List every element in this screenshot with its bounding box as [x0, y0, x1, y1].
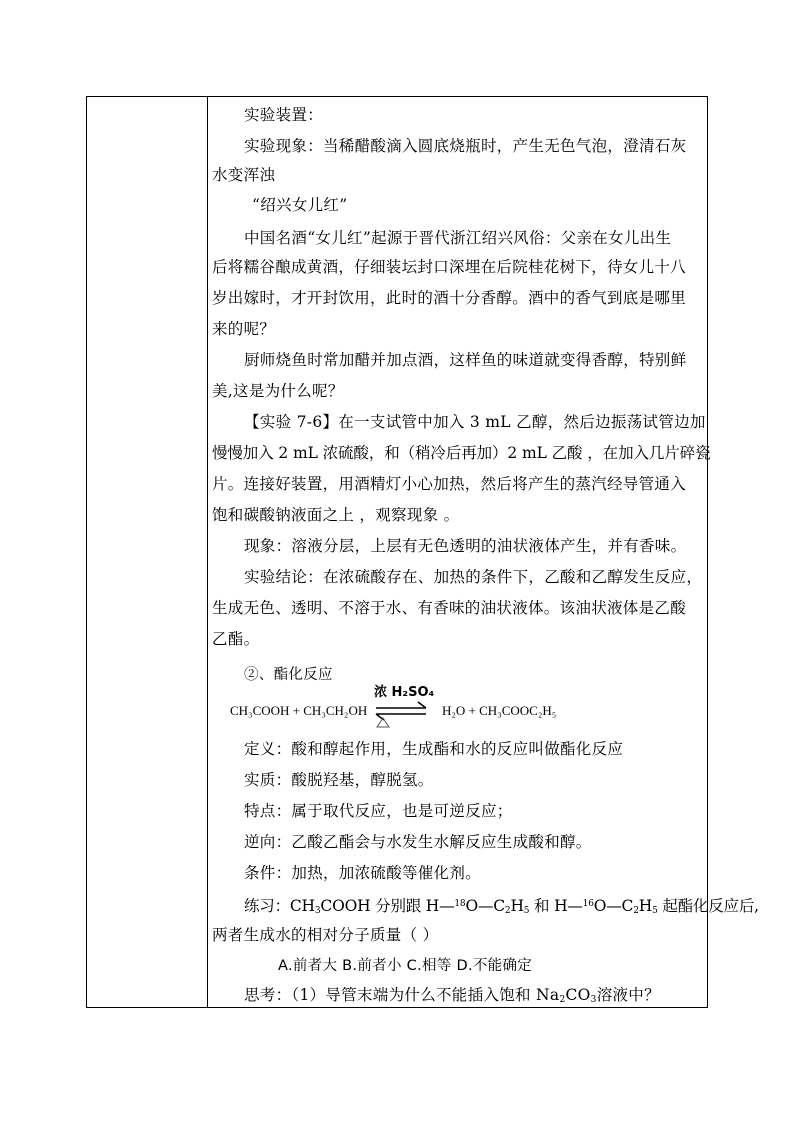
text-line-22: 实质：酸脱羟基，醇脱氢。	[244, 771, 434, 789]
text-line-23: 特点：属于取代反应，也是可逆反应；	[244, 802, 513, 820]
text-line-17: 生成无色、透明、不溶于水、有香味的油状液体。该油状液体是乙酸	[212, 599, 687, 617]
text-line-25: 条件：加热，加浓硫酸等催化剂。	[244, 864, 482, 882]
text-line-26: 练习：$CH_3COOH$ 分别跟 $H—^{18}O—C_2H_5$ 和 $H—^{16}O—C_2H_5$ 起酯化反应后,	[244, 897, 759, 916]
reversible-arrow-icon	[370, 695, 430, 729]
text-line-4: “绍兴女儿红”	[252, 196, 348, 214]
table-left-column	[87, 97, 208, 1007]
text-line-24: 逆向：乙酸乙酯会与水发生水解反应生成酸和醇。	[244, 833, 592, 851]
text-line-10: 美,这是为什么呢？	[212, 382, 344, 400]
text-line-14: 饱和碳酸钠液面之上 ，观察现象 。	[212, 506, 460, 524]
table-right-column	[208, 97, 759, 1007]
text-line-19: ②、酯化反应	[244, 667, 333, 683]
text-line-2: 实验现象：当稀醋酸滴入圆底烧瓶时，产生无色气泡，澄清石灰	[244, 137, 687, 155]
text-line-15: 现象：溶液分层，上层有无色透明的油状液体产生，并有香味。	[244, 537, 687, 555]
text-line-12: 慢慢加入 2 mL 浓硫酸，和（稍冷后再加）2 mL 乙酸 ，在加入几片碎瓷	[212, 444, 711, 462]
text-line-8: 来的呢？	[212, 320, 276, 338]
text-line-5: 中国名酒“女儿红”起源于晋代浙江绍兴风俗：父亲在女儿出生	[244, 229, 672, 247]
multiple-choice-options: A.前者大 B.前者小 C.相等 D.不能确定	[278, 958, 533, 974]
content-table	[86, 96, 759, 1008]
text-line-21: 定义：酸和醇起作用，生成酯和水的反应叫做酯化反应	[244, 740, 624, 758]
text-line-27: 两者生成水的相对分子质量（ ）	[212, 926, 439, 944]
text-line-1: 实验装置：	[244, 106, 324, 124]
text-line-16: 实验结论：在浓硫酸存在、加热的条件下，乙酸和乙醇发生反应，	[244, 568, 703, 586]
reactants: CH₃COOH + CH₃CH₂OH	[230, 703, 368, 718]
reaction-condition: 浓 H₂SO₄	[374, 685, 435, 700]
text-line-29: 思考：（1）导管末端为什么不能插入饱和 $Na_2CO_3$溶液中？	[244, 986, 660, 1005]
text-line-7: 岁出嫁时，才开封饮用，此时的酒十分香醇。酒中的香气到底是哪里	[212, 289, 687, 307]
products: H₂O + CH₃COOC₂H₅	[442, 703, 557, 718]
text-line-11: 【实验 7-6】在一支试管中加入 3 mL 乙醇，然后边振荡试管边加	[244, 413, 706, 431]
text-line-3: 水变浑浊	[212, 166, 276, 184]
text-line-6: 后将糯谷酿成黄酒，仔细装坛封口深埋在后院桂花树下，待女儿十八	[212, 258, 687, 276]
esterification-equation	[230, 685, 730, 733]
text-line-13: 片。连接好装置，用酒精灯小心加热，然后将产生的蒸汽经导管通入	[212, 475, 687, 493]
text-line-9: 厨师烧鱼时常加醋并加点酒，这样鱼的味道就变得香醇，特别鲜	[244, 351, 687, 369]
text-line-18: 乙酯。	[212, 630, 260, 648]
